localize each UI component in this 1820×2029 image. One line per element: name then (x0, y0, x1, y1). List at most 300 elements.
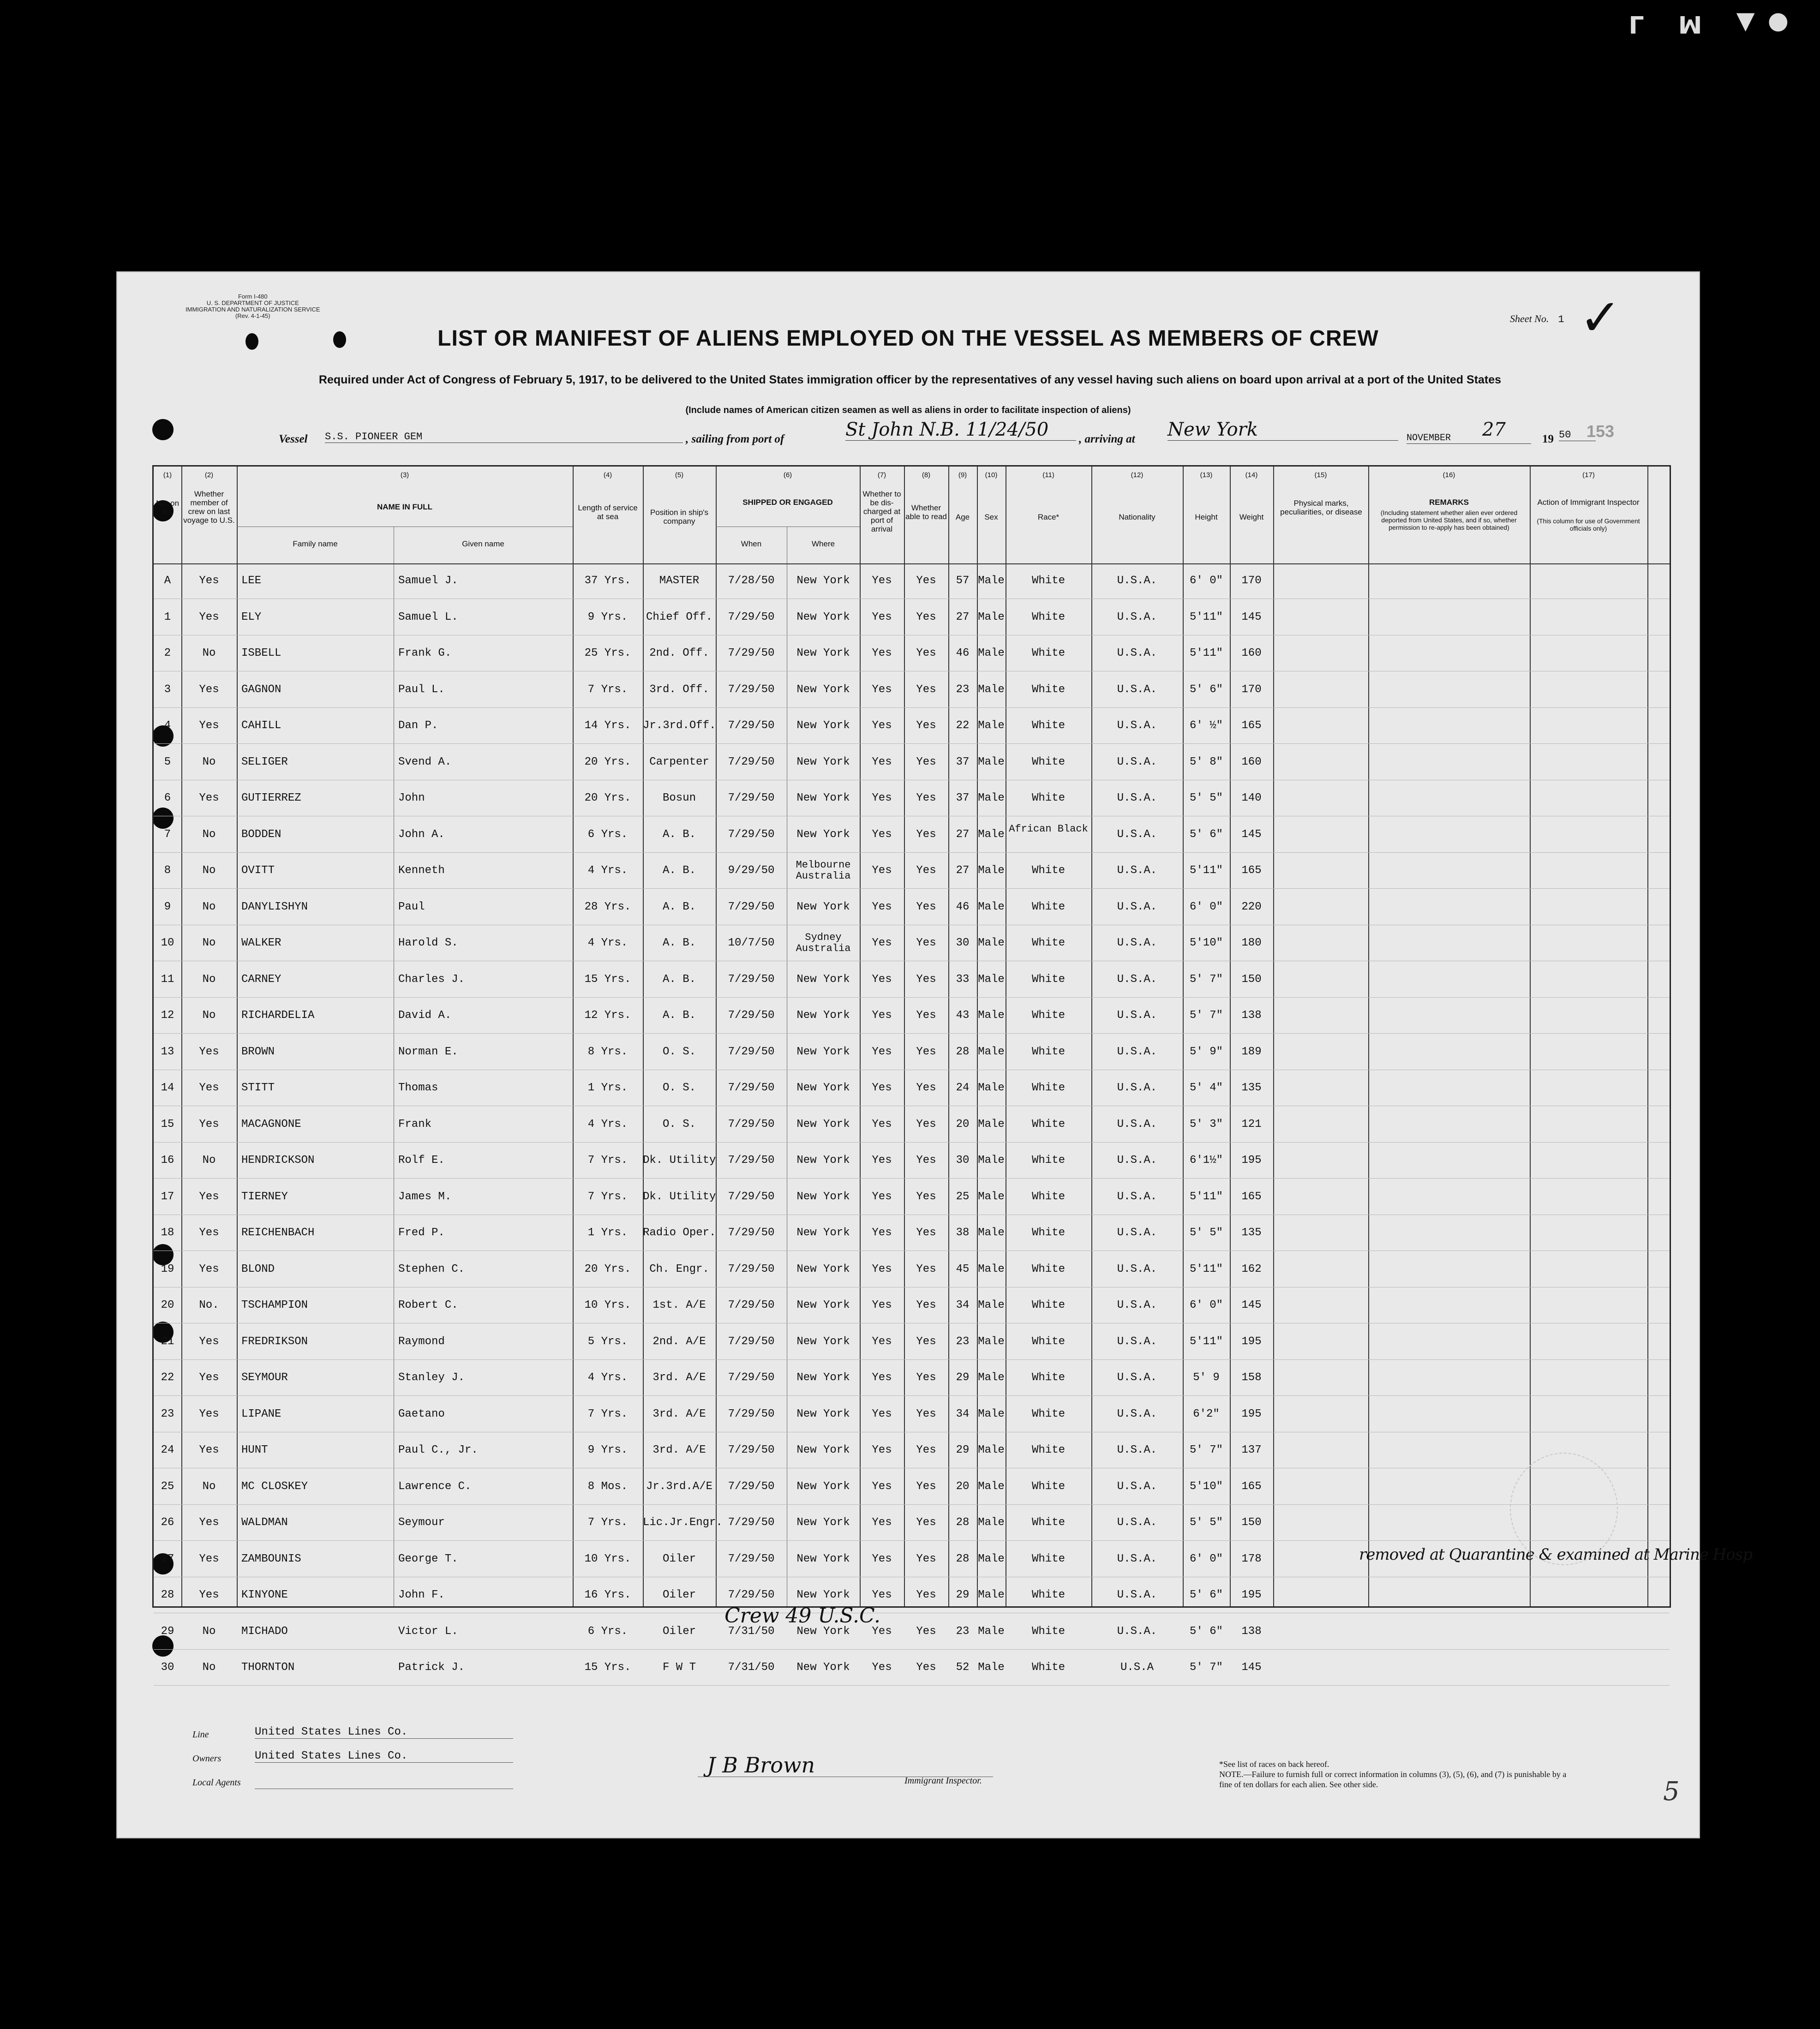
cell-age: 45 (956, 1263, 970, 1275)
cell-height: 5' 5" (1189, 1227, 1223, 1239)
cell-family: GAGNON (241, 683, 281, 696)
cell-age: 46 (956, 647, 970, 659)
cell-prev: Yes (199, 610, 219, 623)
column-number: (14) (1245, 471, 1258, 479)
cell-no: 18 (161, 1227, 174, 1239)
cell-read: Yes (916, 1335, 936, 1348)
cell-when: 7/29/50 (728, 1154, 775, 1167)
row-divider (154, 852, 1670, 853)
column-divider (1230, 467, 1231, 1606)
cell-family: WALKER (241, 937, 281, 949)
cell-read: Yes (916, 1661, 936, 1674)
cell-weight: 160 (1241, 647, 1262, 659)
cell-given: Paul (398, 900, 425, 913)
cell-given: Charles J. (398, 973, 465, 986)
header-sex: Sex (984, 513, 998, 521)
cell-when: 7/29/50 (728, 1371, 775, 1384)
cell-disch: Yes (872, 973, 892, 986)
cell-when: 7/29/50 (728, 1444, 775, 1456)
cell-service: 6 Yrs. (587, 828, 628, 841)
cell-nat: U.S.A. (1117, 719, 1157, 732)
cell-read: Yes (916, 1589, 936, 1601)
cell-sex: Male (978, 1661, 1005, 1674)
cell-prev: Yes (199, 1444, 219, 1456)
cell-where: New York (796, 719, 850, 732)
cell-no: 1 (164, 610, 171, 623)
header-length-of-service: Length of service at sea (578, 503, 638, 521)
cell-position: Dk. Utility (643, 1190, 716, 1203)
cell-age: 34 (956, 1407, 970, 1420)
cell-no: 21 (161, 1335, 174, 1348)
cell-given: James M. (398, 1190, 452, 1203)
cell-prev: Yes (199, 1082, 219, 1094)
cell-where: New York (796, 610, 850, 623)
cell-given: Kenneth (398, 864, 445, 877)
column-number: (6) (783, 471, 792, 479)
cell-height: 5' 9 (1193, 1371, 1220, 1384)
cell-where: New York (796, 1227, 850, 1239)
cell-position: O. S. (662, 1118, 696, 1131)
cell-no: 2 (164, 647, 171, 659)
cell-where: New York (796, 1516, 850, 1529)
cell-family: SEYMOUR (241, 1371, 288, 1384)
cell-race: White (1031, 1625, 1065, 1638)
cell-sex: Male (978, 647, 1005, 659)
line-label: Line (192, 1730, 209, 1740)
cell-where: New York (796, 1480, 850, 1493)
cell-when: 7/29/50 (728, 1045, 775, 1058)
cell-position: A. B. (662, 973, 696, 986)
cell-height: 6'2" (1193, 1407, 1220, 1420)
cell-race: White (1031, 683, 1065, 696)
cell-race: White (1031, 647, 1065, 659)
column-number: (2) (204, 471, 214, 479)
cell-height: 5' 7" (1189, 1009, 1223, 1022)
cell-family: LIPANE (241, 1407, 281, 1420)
form-number: Form I-480 (238, 293, 268, 300)
cell-weight: 170 (1241, 683, 1262, 696)
cell-read: Yes (916, 1625, 936, 1638)
column-divider (643, 467, 644, 1606)
cell-read: Yes (916, 647, 936, 659)
column-number: (13) (1200, 471, 1213, 479)
cell-given: Paul L. (398, 683, 445, 696)
cell-sex: Male (978, 610, 1005, 623)
cell-prev: Yes (199, 1118, 219, 1131)
cell-weight: 189 (1241, 1045, 1262, 1058)
cell-nat: U.S.A. (1117, 1263, 1157, 1275)
cell-nat: U.S.A. (1117, 1045, 1157, 1058)
cell-nat: U.S.A. (1117, 1118, 1157, 1131)
cell-read: Yes (916, 1082, 936, 1094)
cell-no: 13 (161, 1045, 174, 1058)
cell-service: 20 Yrs. (584, 755, 631, 768)
cell-read: Yes (916, 683, 936, 696)
cell-service: 20 Yrs. (584, 792, 631, 804)
cell-nat: U.S.A. (1117, 828, 1157, 841)
cell-disch: Yes (872, 1299, 892, 1311)
cell-weight: 178 (1241, 1552, 1262, 1565)
cell-prev: Yes (199, 1190, 219, 1203)
cell-sex: Male (978, 1227, 1005, 1239)
cell-age: 43 (956, 1009, 970, 1022)
cell-nat: U.S.A. (1117, 647, 1157, 659)
cell-height: 6' 0" (1189, 1552, 1223, 1565)
cell-disch: Yes (872, 1045, 892, 1058)
header-no-on-list: No. on list (156, 499, 180, 516)
cell-nat: U.S.A. (1117, 864, 1157, 877)
cell-sex: Male (978, 719, 1005, 732)
cell-race: White (1031, 719, 1065, 732)
cell-weight: 138 (1241, 1009, 1262, 1022)
cell-height: 6' 0" (1189, 900, 1223, 913)
cell-when: 7/31/50 (728, 1625, 775, 1638)
cell-height: 6' 0" (1189, 1299, 1223, 1311)
cell-race: White (1031, 1045, 1065, 1058)
cell-when: 7/29/50 (728, 719, 775, 732)
header-where: Where (811, 539, 835, 548)
cell-nat: U.S.A. (1117, 1009, 1157, 1022)
cell-nat: U.S.A. (1117, 755, 1157, 768)
column-number: (1) (163, 471, 172, 479)
cell-where: New York (796, 900, 850, 913)
cell-service: 8 Mos. (587, 1480, 628, 1493)
cell-position: O. S. (662, 1045, 696, 1058)
cell-disch: Yes (872, 1227, 892, 1239)
cell-read: Yes (916, 937, 936, 949)
column-divider (181, 467, 182, 1606)
cell-position: 2nd. Off. (649, 647, 709, 659)
cell-age: 28 (956, 1045, 970, 1058)
cell-height: 5' 5" (1189, 792, 1223, 804)
cell-height: 5' 4" (1189, 1082, 1223, 1094)
cell-race: White (1031, 755, 1065, 768)
header-position: Position in ship's company (650, 508, 709, 526)
owners-value: United States Lines Co. (255, 1750, 513, 1763)
cell-nat: U.S.A. (1117, 1190, 1157, 1203)
cell-height: 5' 9" (1189, 1045, 1223, 1058)
cell-weight: 195 (1241, 1589, 1262, 1601)
cell-height: 5' 8" (1189, 755, 1223, 768)
cell-weight: 150 (1241, 973, 1262, 986)
cell-service: 28 Yrs. (584, 900, 631, 913)
cell-disch: Yes (872, 937, 892, 949)
cell-service: 4 Yrs. (587, 1371, 628, 1384)
cell-no: 6 (164, 792, 171, 804)
cell-service: 7 Yrs. (587, 1516, 628, 1529)
header-family-name: Family name (293, 539, 338, 548)
cell-sex: Male (978, 1082, 1005, 1094)
cell-family: RICHARDELIA (241, 1009, 315, 1022)
cell-height: 5'11" (1189, 647, 1223, 659)
cell-disch: Yes (872, 1552, 892, 1565)
cell-service: 7 Yrs. (587, 1190, 628, 1203)
cell-prev: No (202, 755, 216, 768)
cell-prev: No (202, 1009, 216, 1022)
cell-nat: U.S.A. (1117, 937, 1157, 949)
cell-no: 17 (161, 1190, 174, 1203)
cell-service: 7 Yrs. (587, 1154, 628, 1167)
cell-height: 5' 7" (1189, 1444, 1223, 1456)
header-previous-voyage: Whether member of crew on last voyage to U.S. (183, 490, 235, 525)
cell-given: Stephen C. (398, 1263, 465, 1275)
cell-read: Yes (916, 610, 936, 623)
cell-nat: U.S.A. (1117, 1625, 1157, 1638)
column-number: (16) (1443, 471, 1455, 479)
header-name-in-full: NAME IN FULL (377, 503, 432, 511)
cell-position: 2nd. A/E (653, 1335, 706, 1348)
cell-family: BROWN (241, 1045, 275, 1058)
cell-age: 29 (956, 1444, 970, 1456)
cell-height: 5' 7" (1189, 973, 1223, 986)
cell-no: 5 (164, 755, 171, 768)
cell-sex: Male (978, 1516, 1005, 1529)
cell-prev: Yes (199, 792, 219, 804)
cell-nat: U.S.A. (1117, 1299, 1157, 1311)
cell-height: 5'11" (1189, 1263, 1223, 1275)
cell-weight: 145 (1241, 828, 1262, 841)
cell-read: Yes (916, 1154, 936, 1167)
column-divider (237, 467, 238, 1606)
column-number: (7) (877, 471, 886, 479)
cell-where: New York (796, 755, 850, 768)
column-divider (1530, 467, 1531, 1606)
cell-read: Yes (916, 1516, 936, 1529)
cell-when: 7/29/50 (728, 755, 775, 768)
column-number: (8) (922, 471, 931, 479)
cell-given: Gaetano (398, 1407, 445, 1420)
cell-race: White (1031, 1299, 1065, 1311)
cell-service: 9 Yrs. (587, 1444, 628, 1456)
column-divider (860, 467, 861, 1606)
cell-sex: Male (978, 1589, 1005, 1601)
cell-disch: Yes (872, 575, 892, 587)
cell-weight: 140 (1241, 792, 1262, 804)
cell-prev: Yes (199, 683, 219, 696)
cell-weight: 195 (1241, 1335, 1262, 1348)
row-divider (154, 1540, 1670, 1541)
cell-race: White (1031, 864, 1065, 877)
cell-when: 7/29/50 (728, 828, 775, 841)
cell-nat: U.S.A. (1117, 610, 1157, 623)
row-divider (154, 1395, 1670, 1396)
cell-sex: Male (978, 937, 1005, 949)
cell-age: 29 (956, 1589, 970, 1601)
cell-race: White (1031, 610, 1065, 623)
cell-position: 3rd. A/E (653, 1407, 706, 1420)
cell-height: 5' 6" (1189, 1589, 1223, 1601)
arriving-label: , arriving at (1079, 433, 1135, 445)
cell-position: A. B. (662, 1009, 696, 1022)
cell-given: John F. (398, 1589, 445, 1601)
cell-age: 46 (956, 900, 970, 913)
cell-no: 3 (164, 683, 171, 696)
cell-sex: Male (978, 1299, 1005, 1311)
cell-family: LEE (241, 575, 262, 587)
cell-when: 7/29/50 (728, 1009, 775, 1022)
cell-age: 28 (956, 1516, 970, 1529)
row-divider (154, 1649, 1670, 1650)
cell-when: 7/29/50 (728, 610, 775, 623)
cell-when: 7/31/50 (728, 1661, 775, 1674)
header-nationality: Nationality (1119, 513, 1155, 521)
cell-position: O. S. (662, 1082, 696, 1094)
cell-sex: Male (978, 1480, 1005, 1493)
cell-age: 27 (956, 828, 970, 841)
cell-no: A (164, 575, 171, 587)
cell-weight: 145 (1241, 1299, 1262, 1311)
cell-position: Oiler (662, 1589, 696, 1601)
header-weight: Weight (1239, 513, 1264, 521)
cell-nat: U.S.A. (1117, 575, 1157, 587)
cell-prev: No (202, 864, 216, 877)
sheet-number (1510, 313, 1564, 325)
cell-sex: Male (978, 1154, 1005, 1167)
cell-family: CARNEY (241, 973, 281, 986)
cell-age: 28 (956, 1552, 970, 1565)
cell-family: DANYLISHYN (241, 900, 308, 913)
cell-height: 5'11" (1189, 1335, 1223, 1348)
cell-no: 10 (161, 937, 174, 949)
cell-disch: Yes (872, 1118, 892, 1131)
cell-position: A. B. (662, 864, 696, 877)
cell-disch: Yes (872, 1335, 892, 1348)
cell-where: New York (796, 683, 850, 696)
header-physical-marks: Physical marks, peculiarities, or disease (1280, 499, 1362, 516)
cell-position: F W T (662, 1661, 696, 1674)
cell-where: New York (796, 1407, 850, 1420)
cell-service: 25 Yrs. (584, 647, 631, 659)
cell-race: White (1031, 1552, 1065, 1565)
cell-weight: 138 (1241, 1625, 1262, 1638)
cell-race: White (1031, 1371, 1065, 1384)
cell-age: 30 (956, 1154, 970, 1167)
cell-prev: Yes (199, 575, 219, 587)
cell-weight: 121 (1241, 1118, 1262, 1131)
cell-position: Oiler (662, 1625, 696, 1638)
cell-prev: Yes (199, 1045, 219, 1058)
cell-disch: Yes (872, 1009, 892, 1022)
cell-disch: Yes (872, 1154, 892, 1167)
binder-hole (152, 1635, 174, 1657)
cell-prev: Yes (199, 1516, 219, 1529)
cell-when: 7/29/50 (728, 1516, 775, 1529)
cell-position: Carpenter (649, 755, 709, 768)
agents-label: Local Agents (192, 1778, 241, 1788)
cell-sex: Male (978, 1444, 1005, 1456)
header-race: Race* (1037, 513, 1060, 521)
cell-age: 37 (956, 792, 970, 804)
cell-position: 3rd. A/E (653, 1371, 706, 1384)
cell-family: FREDRIKSON (241, 1335, 308, 1348)
cell-position: 3rd. Off. (649, 683, 709, 696)
cell-given: John A. (398, 828, 445, 841)
cell-height: 5' 6" (1189, 683, 1223, 696)
cell-age: 27 (956, 864, 970, 877)
cell-disch: Yes (872, 864, 892, 877)
cell-weight: 165 (1241, 1480, 1262, 1493)
row-divider (154, 997, 1670, 998)
cell-given: Frank (398, 1118, 432, 1131)
cell-read: Yes (916, 1118, 936, 1131)
cell-when: 7/29/50 (728, 1227, 775, 1239)
service-name: IMMIGRATION AND NATURALIZATION SERVICE (186, 306, 320, 313)
cell-weight: 158 (1241, 1371, 1262, 1384)
cell-nat: U.S.A. (1117, 1444, 1157, 1456)
arrival-day: 27 (1482, 419, 1506, 440)
cell-family: ZAMBOUNIS (241, 1552, 301, 1565)
cell-race: White (1031, 1154, 1065, 1167)
cell-service: 1 Yrs. (587, 1082, 628, 1094)
cell-disch: Yes (872, 1190, 892, 1203)
column-divider (977, 467, 978, 1606)
cell-disch: Yes (872, 1589, 892, 1601)
cell-when: 7/29/50 (728, 1407, 775, 1420)
cell-position: A. B. (662, 828, 696, 841)
cell-age: 29 (956, 1371, 970, 1384)
cell-given: John (398, 792, 425, 804)
cell-no: 27 (161, 1552, 174, 1565)
cell-position: MASTER (659, 575, 700, 587)
cell-sex: Male (978, 755, 1005, 768)
cell-when: 7/29/50 (728, 1589, 775, 1601)
cell-disch: Yes (872, 647, 892, 659)
cell-service: 4 Yrs. (587, 1118, 628, 1131)
cell-where: New York (796, 1009, 850, 1022)
cell-when: 7/29/50 (728, 1190, 775, 1203)
row-divider (154, 1685, 1670, 1686)
column-number: (17) (1582, 471, 1595, 479)
cell-age: 20 (956, 1118, 970, 1131)
line-value: United States Lines Co. (255, 1726, 513, 1739)
cell-where: New York (796, 1552, 850, 1565)
cell-race: White (1031, 1082, 1065, 1094)
cell-given: Samuel L. (398, 610, 458, 623)
owners-label: Owners (192, 1754, 222, 1764)
cell-position: A. B. (662, 937, 696, 949)
cell-disch: Yes (872, 755, 892, 768)
cell-age: 23 (956, 1625, 970, 1638)
cell-height: 5' 6" (1189, 828, 1223, 841)
cell-sex: Male (978, 1190, 1005, 1203)
cell-where: New York (796, 973, 850, 986)
cell-prev: Yes (199, 1589, 219, 1601)
column-divider (1368, 467, 1369, 1606)
cell-no: 8 (164, 864, 171, 877)
cell-nat: U.S.A (1120, 1661, 1154, 1674)
cell-age: 27 (956, 610, 970, 623)
cell-sex: Male (978, 1045, 1005, 1058)
cell-position: Chief Off. (646, 610, 713, 623)
handwritten-remark: removed at Quarantine & examined at Marine Hosp (1359, 1545, 1753, 1564)
cell-when: 7/29/50 (728, 1263, 775, 1275)
cell-weight: 145 (1241, 1661, 1262, 1674)
cell-disch: Yes (872, 1480, 892, 1493)
cell-no: 20 (161, 1299, 174, 1311)
cell-given: Dan P. (398, 719, 438, 732)
cell-read: Yes (916, 1299, 936, 1311)
cell-where: New York (796, 647, 850, 659)
column-divider (1183, 467, 1184, 1606)
cell-when: 7/29/50 (728, 792, 775, 804)
cell-service: 4 Yrs. (587, 864, 628, 877)
cell-given: Samuel J. (398, 575, 458, 587)
header-action-note: (This column for use of Government officials only) (1537, 517, 1640, 532)
cell-prev: No (202, 828, 216, 841)
cell-height: 5' 7" (1189, 1661, 1223, 1674)
footnote (1219, 1759, 1570, 1790)
cell-prev: No (202, 647, 216, 659)
